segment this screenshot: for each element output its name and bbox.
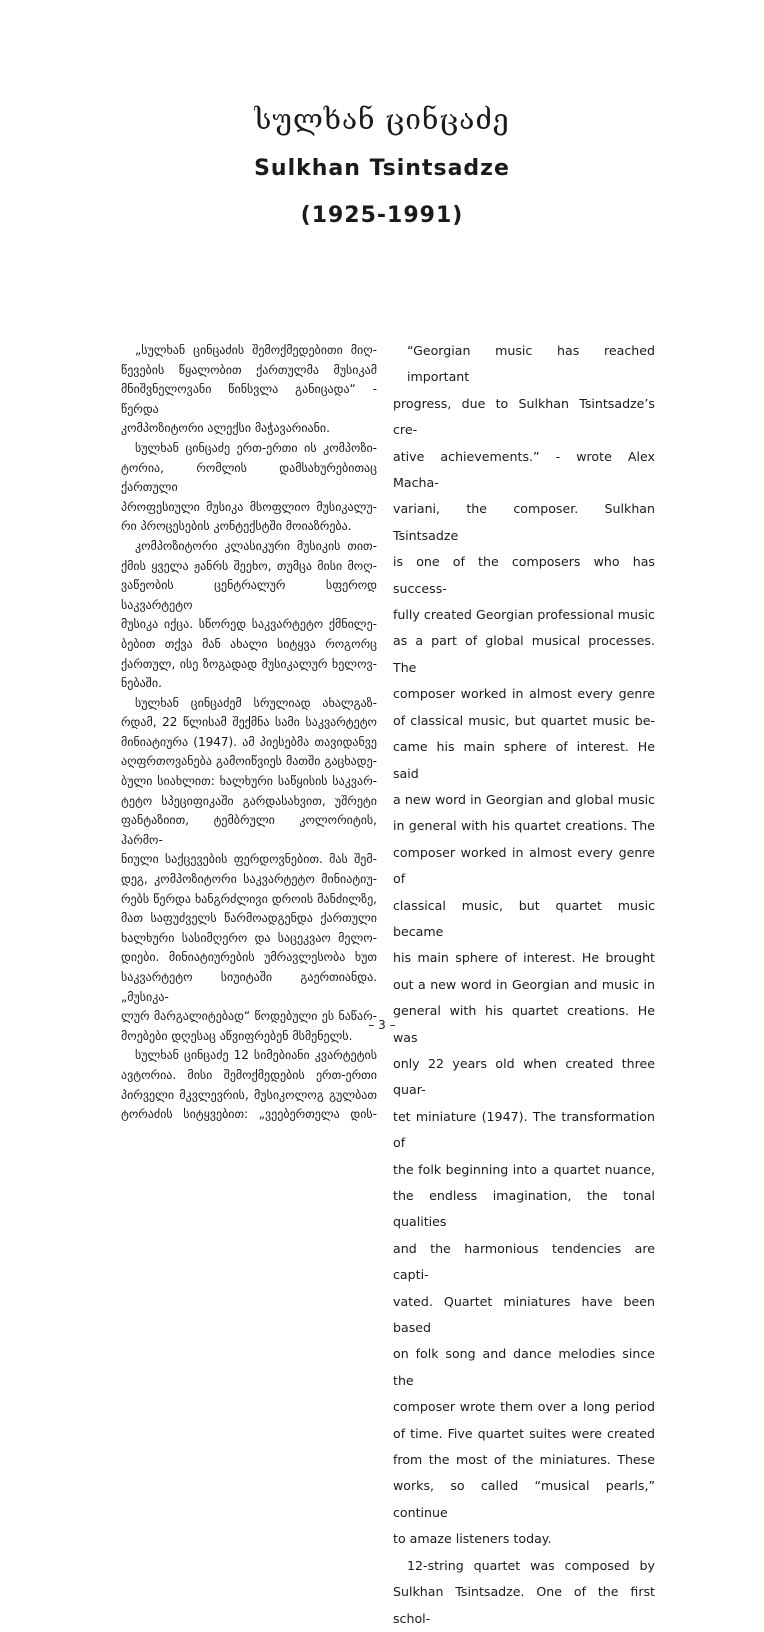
georgian-text-line: ბებით თქვა მან ახალი სიტყვა როგორც xyxy=(121,636,377,651)
english-text-line: classical music, but quartet music became xyxy=(393,897,655,939)
english-text-line: composer wrote them over a long period xyxy=(393,1399,655,1415)
georgian-text-line: ვაწეობის ცენტრალურ სფეროდ საკვარტეტო xyxy=(121,578,377,612)
georgian-text-line: კომპოზიტორი ალექსი მაჭავარიანი. xyxy=(121,421,330,436)
georgian-text-line: ფანტაზიით, ტემბრული კოლორიტის, ჰარმო- xyxy=(121,813,377,847)
georgian-text-line: ქართულ, ისე ზოგადად მუსიკალურ ხელოვ- xyxy=(121,656,377,671)
english-text-line: as a part of global musical processes. The xyxy=(393,633,655,675)
georgian-text-line: ტორია, რომლის დამსახურებითაც ქართული xyxy=(121,460,377,495)
english-text-line: his main sphere of interest. He brought xyxy=(393,950,655,966)
georgian-text-line: ნებაში. xyxy=(121,676,162,691)
georgian-text-line: ბული სიახლით: ხალხური საწყისის საკვარ- xyxy=(121,774,377,789)
georgian-text-column xyxy=(121,341,377,1125)
georgian-text-line: „სულხან ცინცაძის შემოქმედებითი მიღ- xyxy=(135,343,377,357)
english-text-line: Sulkhan Tsintsadze. One of the first schol- xyxy=(393,1584,655,1626)
georgian-text-line: ავტორია. მისი შემოქმედების ერთ-ერთი xyxy=(121,1067,377,1082)
georgian-text-line: ტორაძის სიტყვებით: „ვეებერთელა დის- xyxy=(121,1107,377,1122)
georgian-text-line: ხალხური სასიმღერო და საცეკვაო მელო- xyxy=(121,930,377,945)
georgian-text-line: სულხან ცინცაძემ სრულიად ახალგაზ- xyxy=(135,695,377,710)
english-text-line: of time. Five quartet suites were created xyxy=(393,1425,655,1441)
english-text-line: on folk song and dance melodies since the xyxy=(393,1346,655,1388)
georgian-text-line: აღფრთოვანება გამოიწვიეს მათში გაცხადე- xyxy=(121,754,377,769)
english-text-line: and the harmonious tendencies are capti- xyxy=(393,1240,655,1283)
page-number: – 3 – xyxy=(368,1018,396,1032)
english-text-line: is one of the composers who has success- xyxy=(393,554,655,596)
georgian-text-line: სულხან ცინცაძე 12 სიმებიანი კვარტეტის xyxy=(135,1048,377,1063)
georgian-text-line: დეგ, კომპოზიტორი საკვარტეტო მინიატიუ- xyxy=(121,872,377,887)
english-text-column xyxy=(393,338,655,1632)
georgian-text-line: რი პროცესების კონტექსტში მოიაზრება. xyxy=(121,519,352,534)
english-text-line: only 22 years old when created three quar- xyxy=(393,1055,655,1098)
georgian-text-line: რდამ, 22 წლისამ შექმნა სამი საკვარტეტო xyxy=(121,715,377,730)
georgian-text-line: მათ საფუძველს წარმოადგენდა ქართული xyxy=(121,911,377,926)
english-text-line: to amaze listeners today. xyxy=(393,1531,552,1547)
title-english: Sulkhan Tsintsadze xyxy=(254,156,510,181)
english-text-line: the endless imagination, the tonal qualities xyxy=(393,1188,655,1230)
georgian-text-line: ტეტო სპეციფიკაში გარდასახვით, უშრეტი xyxy=(121,793,377,808)
english-text-line: works, so called “musical pearls,” continue xyxy=(393,1478,655,1520)
english-text-line: variani, the composer. Sulkhan Tsintsadze xyxy=(393,501,655,543)
georgian-text-line: ქმის ყველა ჟანრს შეეხო, თუმცა მისი მოღ- xyxy=(121,558,377,573)
english-text-line: in general with his quartet creations. The xyxy=(393,818,655,834)
english-text-line: fully created Georgian professional music xyxy=(393,607,655,623)
georgian-text-line: წევების წყალობით ქართულმა მუსიკამ xyxy=(121,362,377,377)
english-text-line: progress, due to Sulkhan Tsintsadze’s cre- xyxy=(393,395,655,438)
georgian-text-line: დიები. მინიატიურების უმრავლესობა ხუთ xyxy=(121,950,377,965)
english-text-line: composer worked in almost every genre xyxy=(393,686,655,702)
english-text-line: tet miniature (1947). The transformation of xyxy=(393,1108,655,1151)
english-text-line: vated. Quartet miniatures have been based xyxy=(393,1293,655,1336)
life-years: (1925-1991) xyxy=(300,203,464,228)
georgian-text-line: მუსიკა იქცა. სწორედ საკვარტეტო ქმნილე- xyxy=(121,617,377,632)
georgian-text-line: კომპოზიტორი კლასიკური მუსიკის თით- xyxy=(135,538,377,553)
georgian-text-line: მნიშვნელოვანი წინსვლა განიცადა“ - წერდა xyxy=(121,382,377,416)
georgian-text-line: რებს წერდა ხანგრძლივი დროის მანძილზე, xyxy=(121,891,377,906)
english-text-line: the folk beginning into a quartet nuance, xyxy=(393,1161,655,1177)
georgian-text-line: ლურ მარგალიტებად“ წოდებული ეს ნაწარ- xyxy=(121,1009,377,1024)
georgian-text-line: პროფესიული მუსიკა მსოფლიო მუსიკალუ- xyxy=(121,499,377,514)
georgian-text-line: საკვარტეტო სიუიტაში გაერთიანდა. „მუსიკა- xyxy=(121,970,377,1004)
english-text-line: came his main sphere of interest. He said xyxy=(393,739,655,781)
english-text-line: general with his quartet creations. He was xyxy=(393,1003,655,1045)
georgian-text-line: მინიატიურა (1947). ამ პიესებმა თავიდანვე xyxy=(121,734,377,749)
english-text-line: out a new word in Georgian and music in xyxy=(393,976,655,992)
georgian-text-line: სულხან ცინცაძე ერთ-ერთი ის კომპოზი- xyxy=(135,440,377,455)
english-text-line: ative achievements.” - wrote Alex Macha- xyxy=(393,448,655,491)
title-georgian: სულხან ცინცაძე xyxy=(254,103,510,136)
english-text-line: from the most of the miniatures. These xyxy=(393,1452,655,1468)
georgian-text-line: მოებები დღესაც აწვიფრებენ მსმენელს. xyxy=(121,1028,353,1043)
english-text-line: a new word in Georgian and global music xyxy=(393,791,655,807)
english-text-line: “Georgian music has reached important xyxy=(407,343,655,385)
english-text-line: composer worked in almost every genre of xyxy=(393,844,655,887)
georgian-text-line: პირველი მკვლევრის, მუსიკოლოგ გულბათ xyxy=(121,1087,377,1102)
english-text-line: 12-string quartet was composed by xyxy=(407,1557,655,1573)
georgian-text-line: ნიული საქცევების ფერდოვნებით. მას შემ- xyxy=(121,852,377,867)
english-text-line: of classical music, but quartet music be- xyxy=(393,712,655,728)
